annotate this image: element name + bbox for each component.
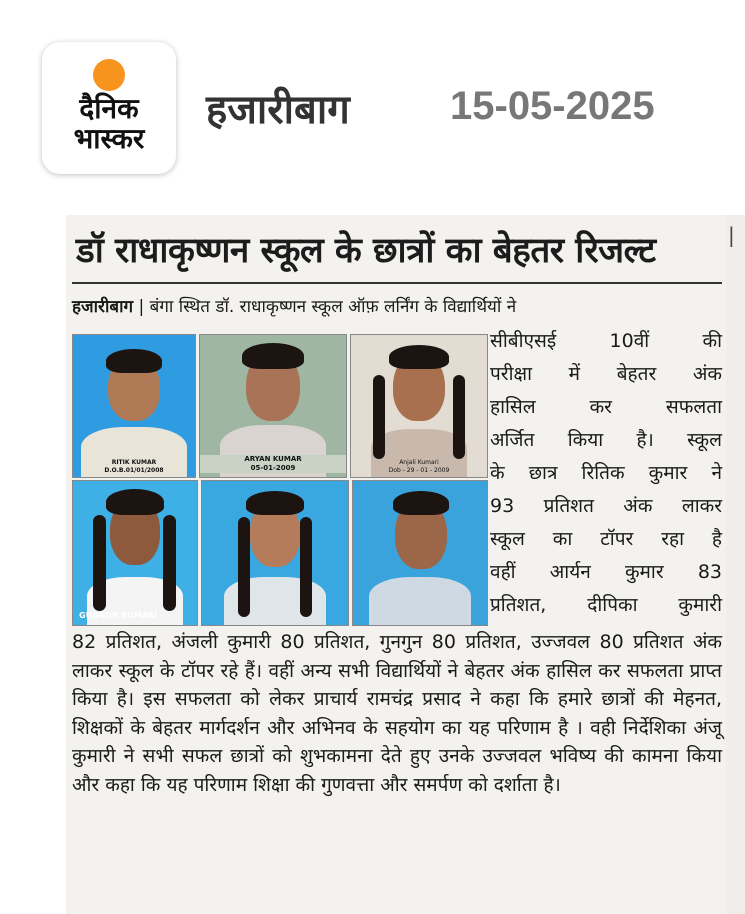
student-photo-aryan [199, 334, 347, 478]
edition-date: 15-05-2025 [450, 84, 655, 128]
student-photo-4 [201, 480, 349, 626]
headline-rule [72, 282, 722, 284]
column-line: के छात्र रितिक कुमार ने [490, 462, 722, 484]
header [0, 0, 745, 215]
photo-caption: Anjali Kumari Dob - 29 - 01 - 2009 [388, 459, 450, 474]
city-name: हजारीबाग [206, 87, 350, 133]
column-line: 93 प्रतिशत अंक लाकर [490, 495, 722, 517]
student-photo-5 [352, 480, 488, 626]
article-headline: डॉ राधाकृष्णन स्कूल के छात्रों का बेहतर रिजल्ट [76, 231, 656, 271]
column-line: अर्जित किया है। स्कूल [490, 429, 722, 451]
photo-caption: RITIK KUMAR D.O.B.01/01/2008 [104, 459, 164, 474]
dateline-text: | बंगा स्थित डॉ. राधाकृष्णन स्कूल ऑफ़ लर्निंग के विद्यार्थियों ने [133, 297, 517, 317]
adjacent-column-strip: | [726, 215, 745, 914]
student-photo-gungun [72, 480, 198, 626]
logo-line2: भास्कर [73, 122, 145, 155]
article-dateline [72, 294, 722, 317]
column-line: हासिल कर सफलता [490, 396, 722, 418]
logo-line1: दैनिक [79, 92, 139, 125]
column-line: वहीं आर्यन कुमार 83 [490, 561, 722, 583]
column-line: प्रतिशत, दीपिका कुमारी [490, 594, 722, 616]
student-photo-anjali [350, 334, 488, 478]
column-line: सीबीएसई 10वीं की [490, 330, 722, 352]
article-body: 82 प्रतिशत, अंजली कुमारी 80 प्रतिशत, गुनगुन 80 प्रतिशत, उज्जवल 80 प्रतिशत अंक लाकर स्कूल के टॉपर रहे हैं। वहीं अन्य सभी विद्यार्थियों ने बेहतर अंक हासिल कर सफलता प्राप्त किया है। इस सफलता को लेकर प्राचार्य रामचंद्र प्रसाद ने कहा कि हमारे छात्रों की मेहनत, शिक्षकों के बेहतर मार्गदर्शन और अभिनव के सहयोग का यह परिणाम है । वही निर्देशिका अंजू कुमारी ने सभी सफल छात्रों को शुभकामना देते हुए उनके उज्जवल भविष्य की कामना किया और कहा कि यह परिणाम शिक्षा की गुणवत्ता और समर्पण को दर्शाता है। [72, 631, 722, 796]
column-line: परीक्षा में बेहतर अंक [490, 363, 722, 385]
dateline-place: हजारीबाग [72, 297, 134, 317]
photo-caption: GUNGUN KUMARI [79, 611, 158, 620]
student-photo-ritik [72, 334, 196, 478]
sun-icon [93, 59, 125, 91]
dainik-bhaskar-logo[interactable] [42, 42, 176, 174]
column-line: स्कूल का टॉपर रहा है [490, 528, 722, 550]
photo-caption: ARYAN KUMAR 05-01-2009 [200, 455, 346, 473]
